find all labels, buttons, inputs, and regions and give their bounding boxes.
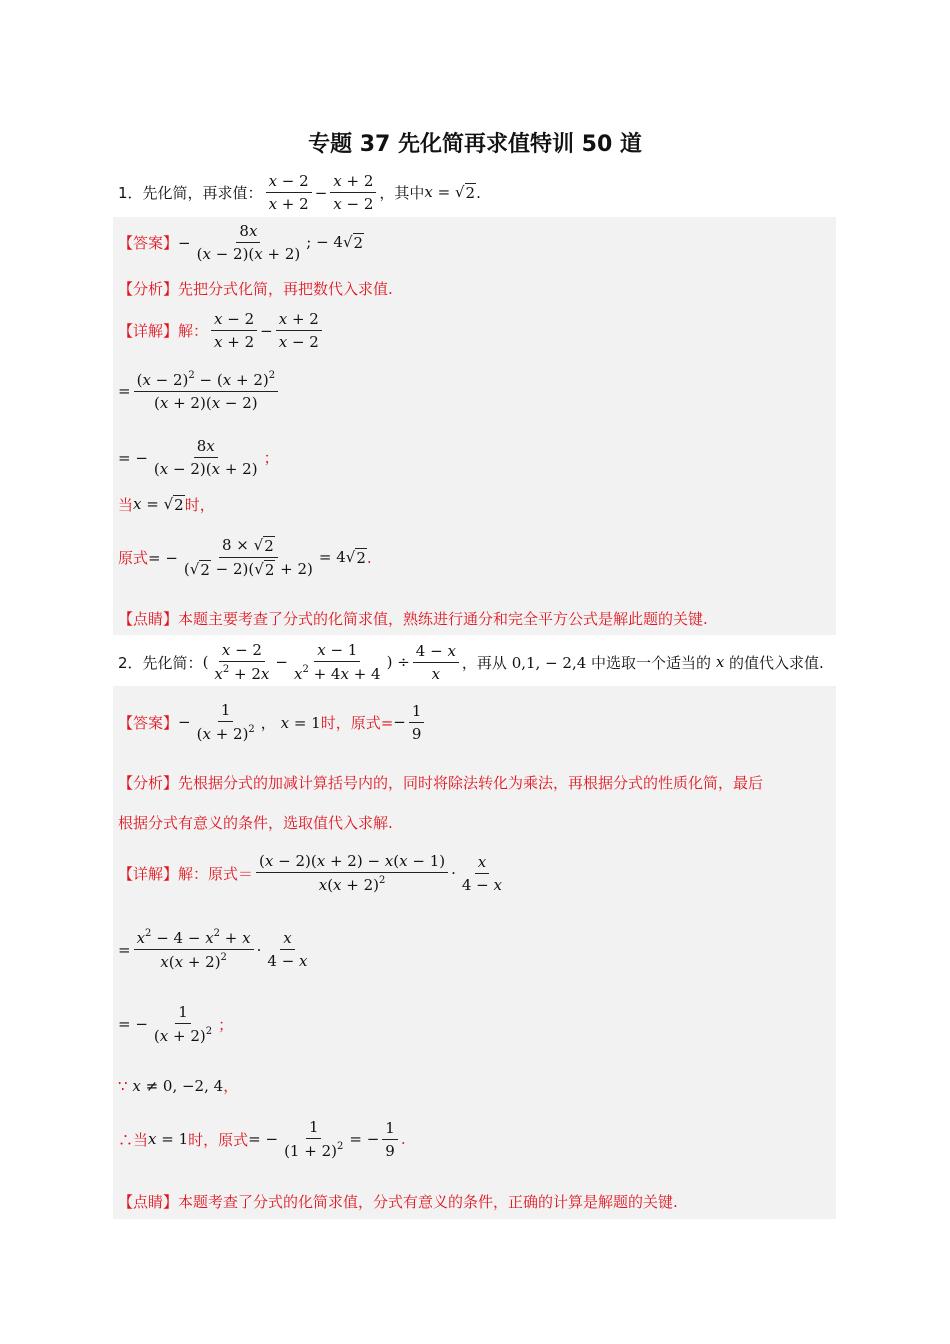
- q1-substitution: 原式 = − 8 × √ 2 ( √ 2 − 2)( √ 2 + 2) = 4 √ 2 .: [118, 536, 372, 579]
- q2-condition: ∵ x ≠ 0, −2, 4 ，: [118, 1076, 239, 1095]
- q1-prompt: 1． 先化简，再求值： $\frac{x - 2}{x + 2}$ − $\frac{x + 2}{x - 2}$ ，其中 x = √ 2 .: [118, 172, 481, 213]
- q1-analysis: 【分析】 先把分式化简，再把数代入求值.: [118, 280, 393, 298]
- page-title: 专题 37 先化简再求值特训 50 道: [308, 132, 642, 157]
- q2-step-2: = − $\frac{1}{(x + 2)^2}$ ；: [118, 1003, 234, 1045]
- q1-fraction-1: $\frac{x - 2}{x + 2}$: [266, 172, 312, 213]
- q1-when: 当 x = √ 2 时，: [118, 495, 215, 514]
- q1-answer: 【答案】 − $\frac{8x}{(x - 2)(x + 2)}$ ; − 4 √ 2: [118, 222, 364, 263]
- q2-answer: 【答案】 − $\frac{1}{(x + 2)^2}$ ， x = 1 时，原式= − $\frac{1}{9}$: [118, 701, 427, 743]
- q1-step-1: = $\frac{(x - 2)^2 - (x + 2)^2}{(x + 2)(x - 2)}$: [118, 370, 281, 412]
- q2-analysis-line-1: 【分析】 先根据分式的加减计算括号内的，同时将除法转化为乘法，再根据分式的性质化简，最后: [118, 774, 764, 792]
- q1-step-2: = − $\frac{8x}{(x - 2)(x + 2)}$ ；: [118, 437, 279, 478]
- q2-substitution: ∴当 x = 1 时， 原式 = − $\frac{1}{(1 + 2)^2}$ = − $\frac{1}{9}$ .: [118, 1118, 406, 1160]
- q2-prompt: 2． 先化简： ( $\frac{x - 2}{x^2 + 2x}$ − $\frac{x - 1}{x^2 + 4x + 4}$ ) ÷ $\frac{4 - x}{x}$ ，再从 0,1, − 2,4 中选取一个适当的 x 的值代入求值.: [118, 641, 824, 683]
- q2-analysis-line-2: 根据分式有意义的条件，选取值代入求解.: [118, 814, 393, 832]
- q2-comment: 【点睛】 本题考查了分式的化简求值，分式有意义的条件，正确的计算是解题的关键.: [118, 1193, 678, 1211]
- q2-detail: 【详解】 解：原式＝ $\frac{(x - 2)(x + 2) - x(x - 1)}{x(x + 2)^2}$ · $\frac{x}{4 - x}$: [118, 852, 502, 894]
- q1-detail: 【详解】 解： $\frac{x - 2}{x + 2}$ − $\frac{x + 2}{x - 2}$: [118, 310, 325, 351]
- q1-comment: 【点睛】 本题主要考查了分式的化简求值，熟练进行通分和完全平方公式是解此题的关键.: [118, 610, 708, 628]
- q1-fraction-2: $\frac{x + 2}{x - 2}$: [330, 172, 376, 213]
- q2-step-1: = $\frac{x^2 - 4 - x^2 + x}{x(x + 2)^2}$ · $\frac{x}{4 - x}$: [118, 928, 308, 971]
